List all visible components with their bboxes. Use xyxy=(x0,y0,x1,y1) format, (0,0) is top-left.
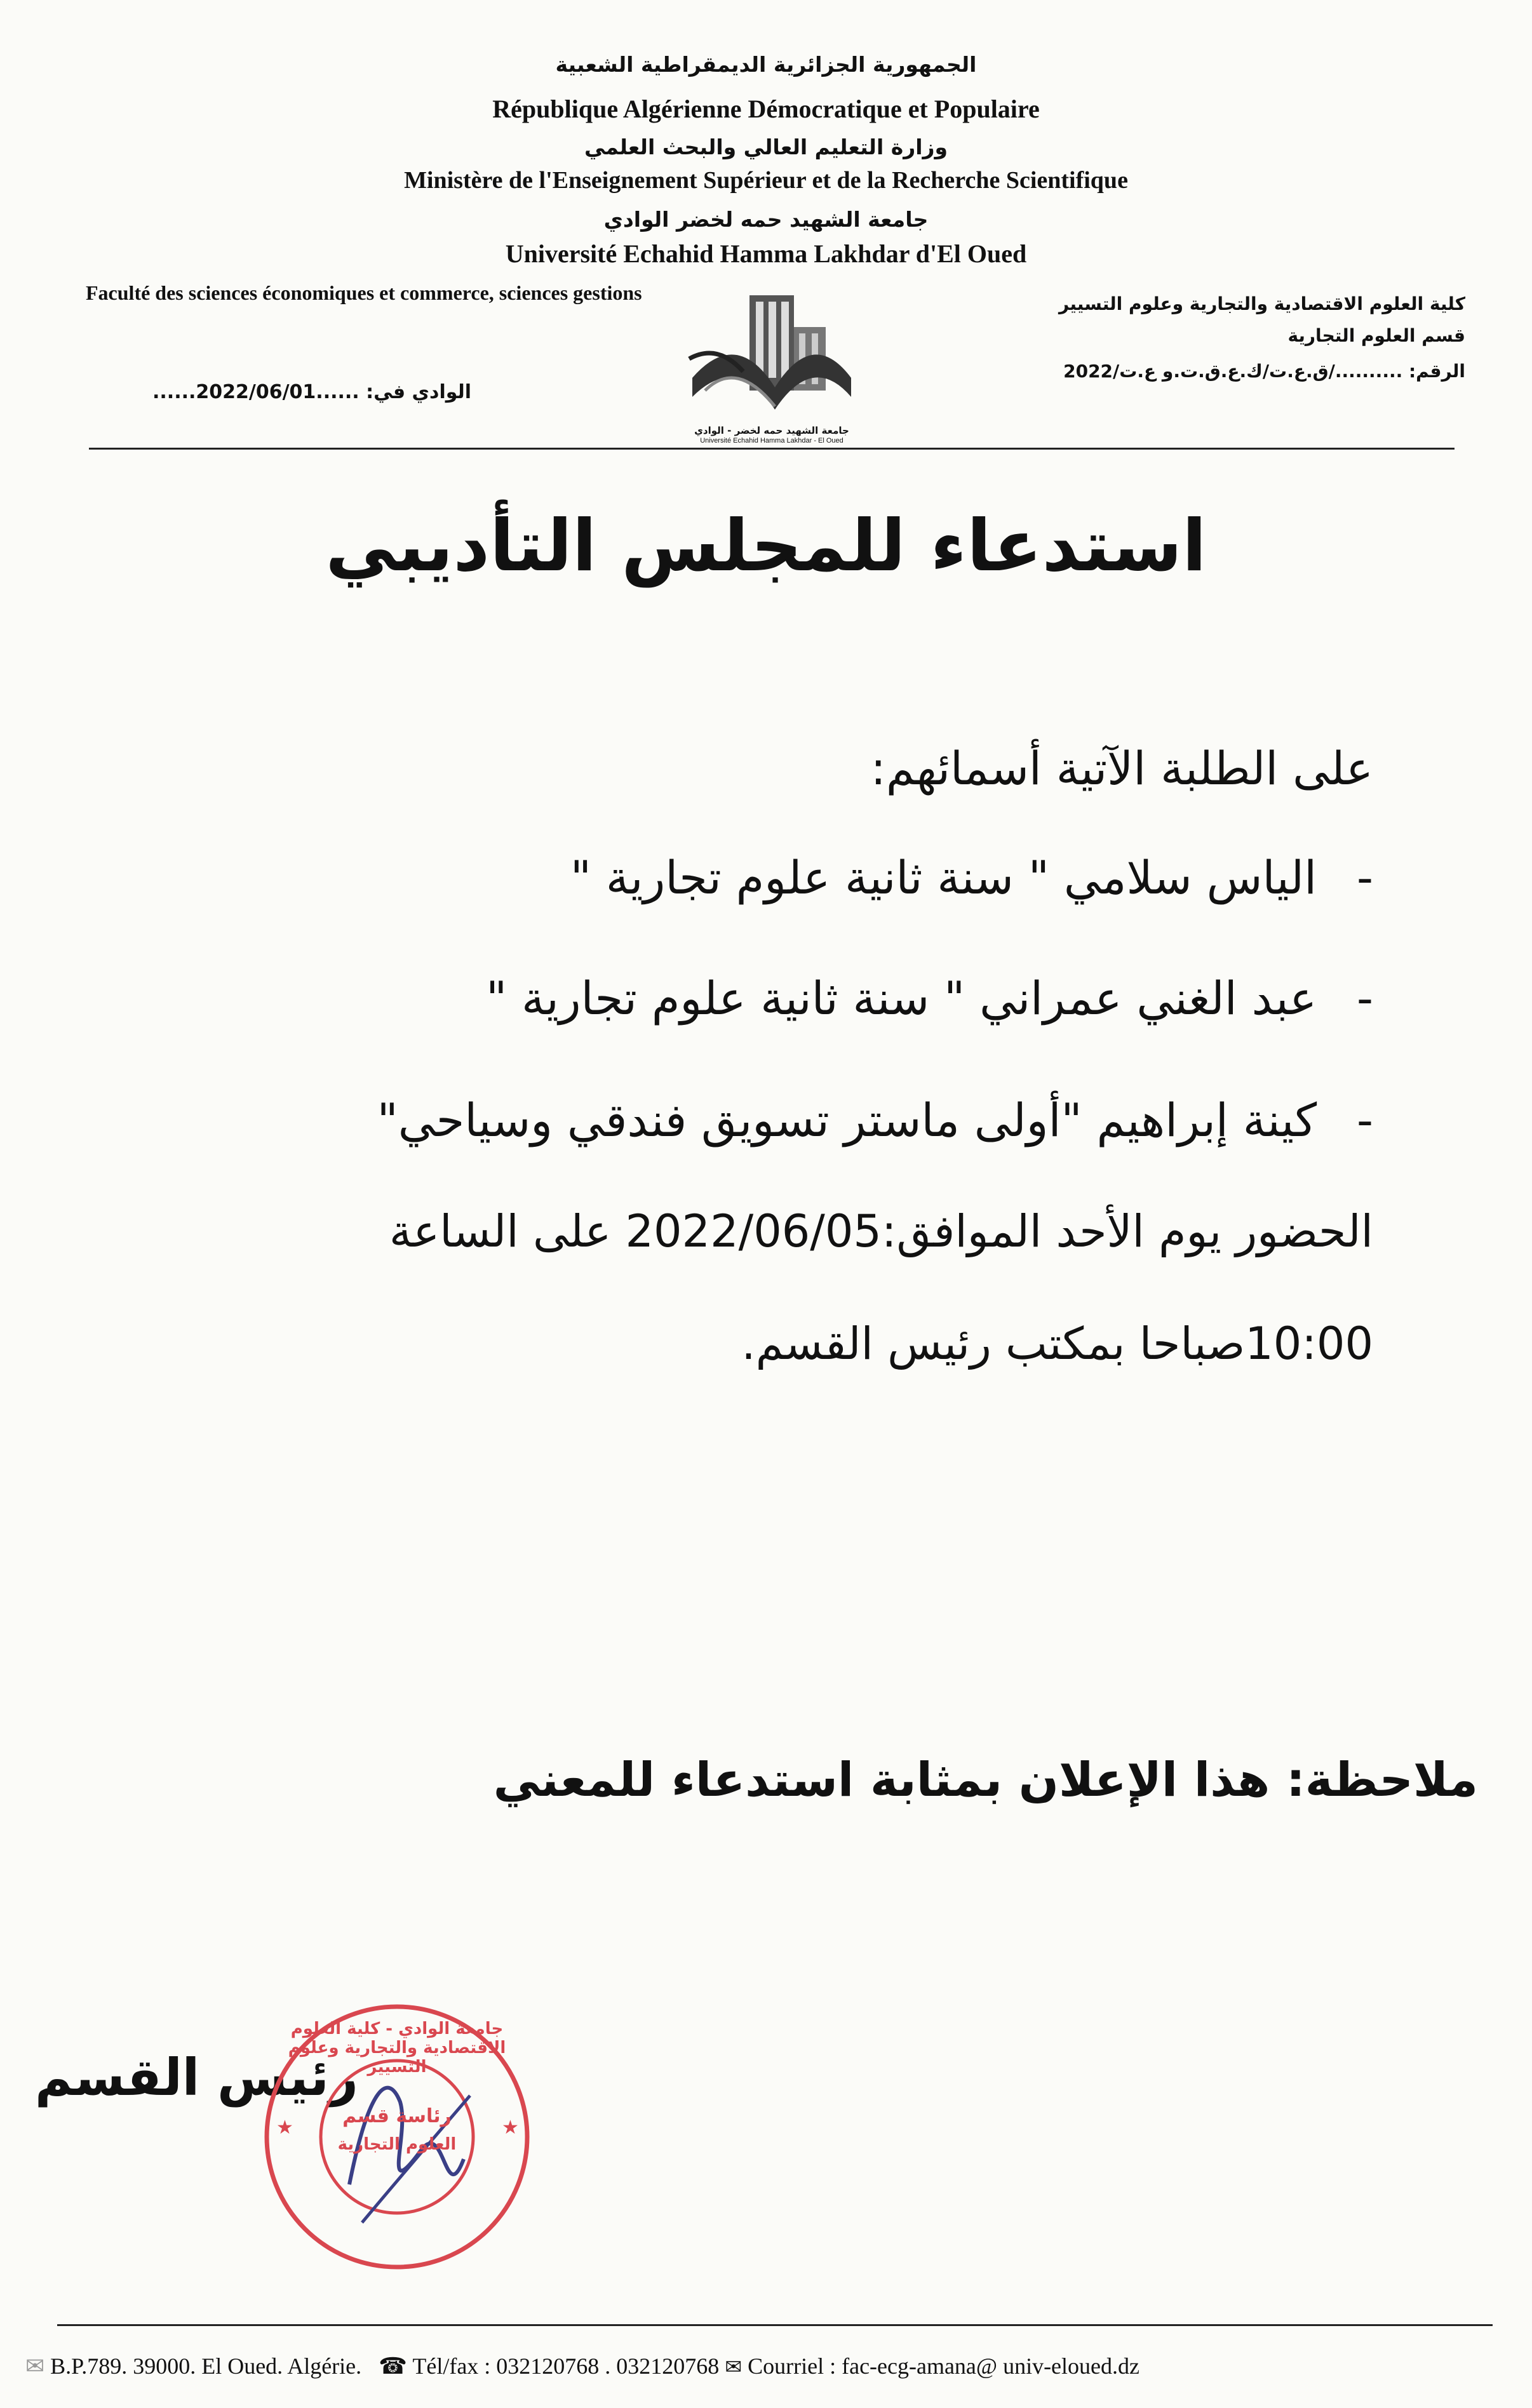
document-title: استدعاء للمجلس التأديبي xyxy=(325,505,1207,587)
student-item-1 xyxy=(570,851,1373,904)
faculty-ar: كلية العلوم الاقتصادية والتجارية وعلوم التسيير xyxy=(1058,293,1465,314)
note: ملاحظة: هذا الإعلان بمثابة استدعاء للمعني xyxy=(493,1753,1478,1807)
footer xyxy=(25,2353,1512,2379)
stamp-inner-line-1: رئاسة قسم xyxy=(342,2105,452,2127)
stamp-inner-line-2: العلوم التجارية xyxy=(337,2135,457,2154)
footer-phone: Tél/fax : 032120768 . 032120768 xyxy=(412,2353,720,2379)
phone-icon: ☎ xyxy=(379,2353,407,2379)
university-ar: جامعة الشهيد حمه لخضر الوادي xyxy=(603,207,929,232)
stamp-outer-label: جامعة الوادي - كلية العلوم الاقتصادية والتجارية وعلوم التسيير xyxy=(288,2019,506,2077)
student-bullet: - xyxy=(1357,972,1373,1025)
attendance-line-2: 10:00صباحا بمكتب رئيس القسم. xyxy=(741,1318,1373,1370)
student-name: كينة إبراهيم "أولى ماستر تسويق فندقي وسياحي" xyxy=(377,1094,1317,1147)
svg-text:★: ★ xyxy=(276,2117,293,2139)
student-item-3 xyxy=(377,1094,1373,1147)
department-ar: قسم العلوم التجارية xyxy=(1287,325,1465,346)
svg-text:★: ★ xyxy=(502,2117,519,2139)
republic-ar: الجمهورية الجزائرية الديمقراطية الشعبية xyxy=(555,52,977,77)
ministry-fr: Ministère de l'Enseignement Supérieur et de la Recherche Scientifique xyxy=(404,167,1128,194)
header-divider xyxy=(89,448,1455,450)
date-line: الوادي في: ......2022/06/01...... xyxy=(152,381,472,403)
signature-title: رئيس القسم xyxy=(35,2048,358,2107)
students-intro: على الطلبة الآتية أسمائهم: xyxy=(870,742,1373,795)
logo-caption-fr: Université Echahid Hamma Lakhdar - El Oued xyxy=(700,437,843,445)
student-name: عبد الغني عمراني " سنة ثانية علوم تجارية " xyxy=(486,972,1317,1025)
ministry-ar: وزارة التعليم العالي والبحث العلمي xyxy=(584,135,948,159)
university-fr: Université Echahid Hamma Lakhdar d'El Oued xyxy=(505,239,1027,268)
university-logo xyxy=(680,283,864,448)
email-icon: ✉ xyxy=(725,2355,742,2378)
faculty-fr: Faculté des sciences économiques et commerce, sciences gestions xyxy=(86,281,642,304)
student-bullet: - xyxy=(1357,1094,1373,1147)
official-stamp xyxy=(254,1994,540,2280)
student-item-2 xyxy=(486,972,1373,1025)
logo-caption-ar: جامعة الشهيد حمه لخضر - الوادي xyxy=(694,425,849,436)
attendance-line-1: الحضور يوم الأحد الموافق:2022/06/05 على الساعة xyxy=(389,1205,1373,1257)
republic-fr: République Algérienne Démocratique et Populaire xyxy=(492,95,1040,123)
mail-icon: ✉ xyxy=(25,2353,45,2379)
reference-number: الرقم: ........../ق.ع.ت/ك.ع.ق.ت.و ع.ت/2022 xyxy=(1063,361,1465,382)
footer-address: B.P.789. 39000. El Oued. Algérie. xyxy=(50,2353,362,2379)
university-logo-graphic xyxy=(680,283,864,422)
student-name: الياس سلامي " سنة ثانية علوم تجارية " xyxy=(570,851,1317,904)
footer-divider xyxy=(57,2324,1493,2326)
student-bullet: - xyxy=(1357,851,1373,904)
footer-email: Courriel : fac-ecg-amana@ univ-eloued.dz xyxy=(748,2353,1139,2379)
